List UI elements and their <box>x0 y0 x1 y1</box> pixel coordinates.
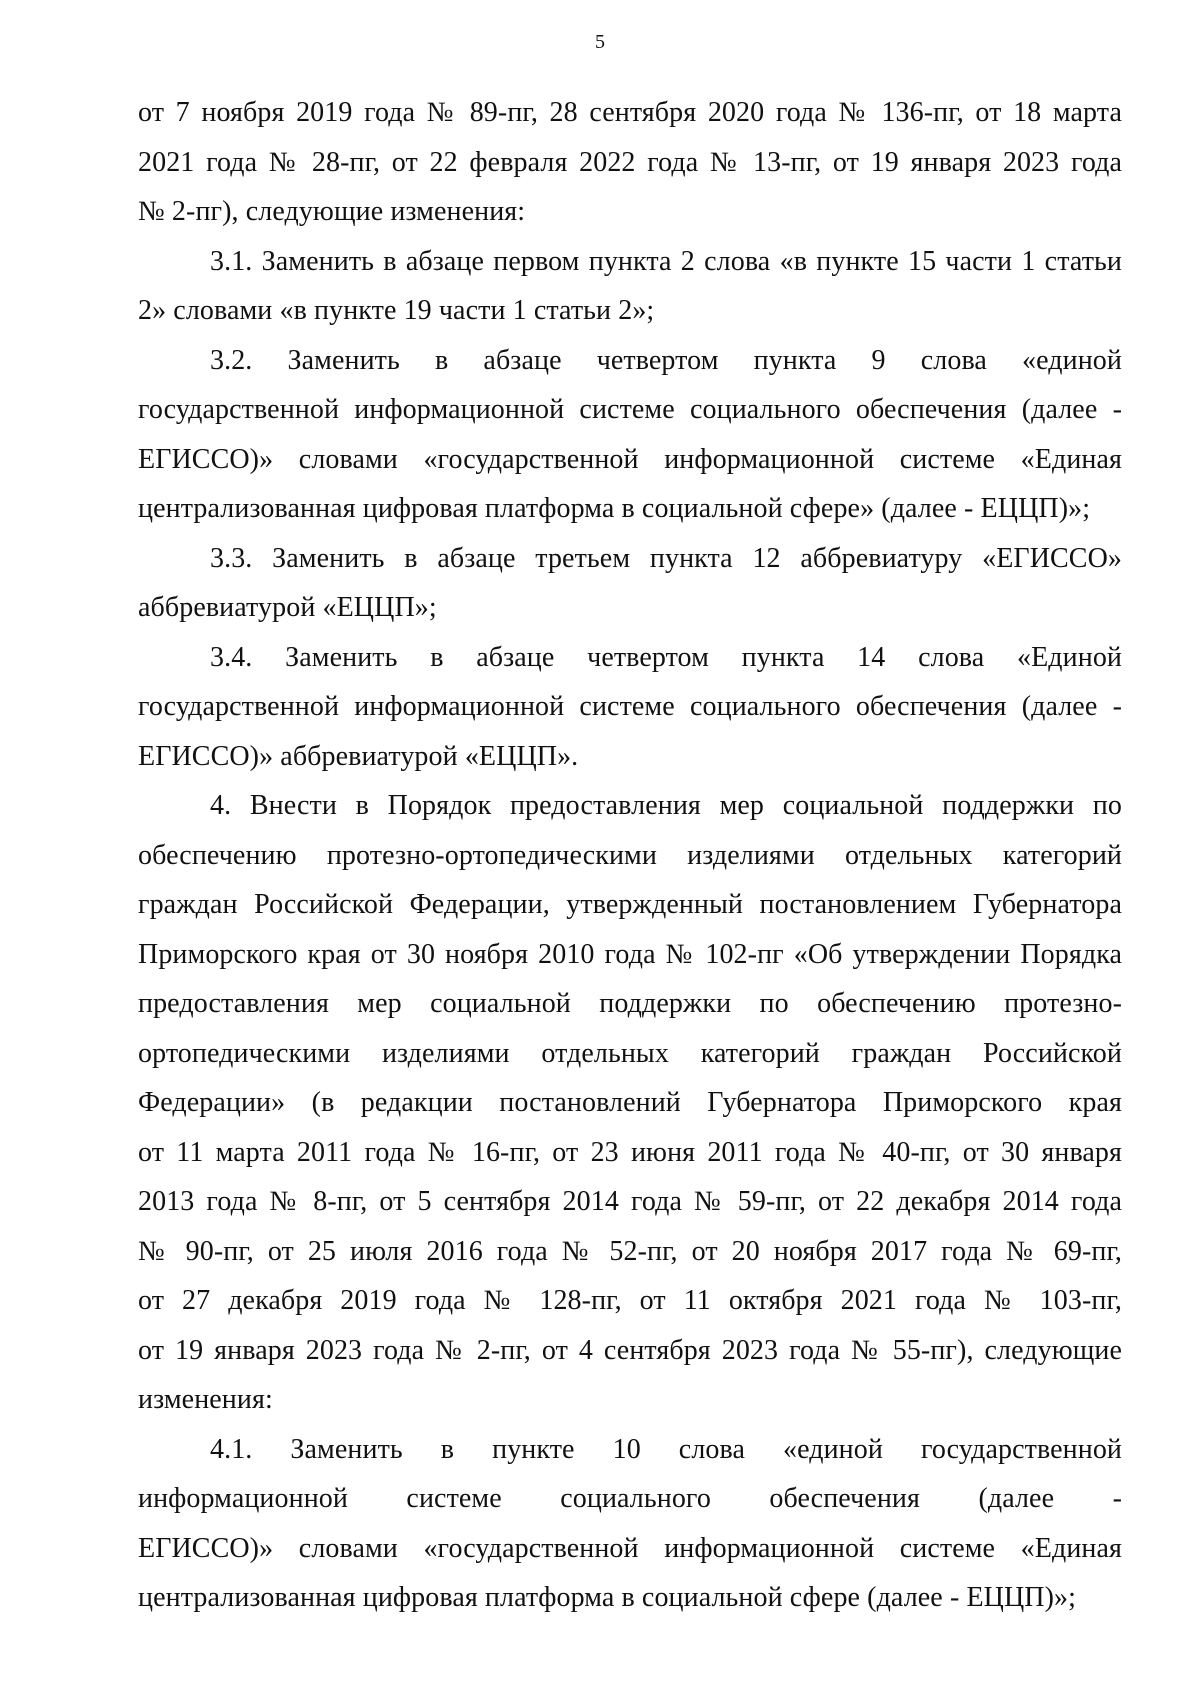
text-line: № 90-пг, от 25 июля 2016 года № 52-пг, от 20 ноября 2017 года № 69-пг, <box>138 1235 1122 1267</box>
paragraph-4 <box>138 781 1122 1425</box>
text-line: от 11 марта 2011 года № 16-пг, от 23 июня 2011 года № 40-пг, от 30 января <box>138 1136 1122 1168</box>
text-line: от 19 января 2023 года № 2-пг, от 4 сентября 2023 года № 55-пг), следующие <box>138 1334 1122 1366</box>
text-line: ЕГИССО)» аббревиатурой «ЕЦЦП». <box>138 740 579 772</box>
text-line: ортопедическими изделиями отдельных категорий граждан Российской <box>138 1037 1122 1069</box>
text-line: предоставления мер социальной поддержки по обеспечению протезно- <box>138 988 1122 1019</box>
text-line: аббревиатурой «ЕЦЦП»; <box>138 592 437 623</box>
text-line: 2» словами «в пункте 19 части 1 статьи 2»; <box>138 295 655 326</box>
paragraph-3-1 <box>138 237 1122 336</box>
paragraph-3-4 <box>138 633 1122 782</box>
text-line: государственной информационной системе социального обеспечения (далее - <box>138 394 1122 425</box>
text-line: 4. Внести в Порядок предоставления мер социальной поддержки по <box>210 790 1122 821</box>
text-line: централизованная цифровая платформа в социальной сфере» (далее - ЕЦЦП)»; <box>138 493 1091 524</box>
text-line: ЕГИССО)» словами «государственной информационной системе «Единая <box>138 443 1122 475</box>
text-line: от 27 декабря 2019 года № 128-пг, от 11 октября 2021 года № 103-пг, <box>138 1285 1122 1316</box>
paragraph-4-1 <box>138 1425 1122 1623</box>
page-number: 5 <box>595 31 605 53</box>
paragraph <box>138 88 1122 237</box>
text-line: Приморского края от 30 ноября 2010 года № 102-пг «Об утверждении Порядка <box>138 938 1122 970</box>
document-body <box>138 88 1122 1623</box>
text-line: Федерации» (в редакции постановлений Губернатора Приморского края <box>138 1087 1122 1118</box>
text-line: 3.1. Заменить в абзаце первом пункта 2 слова «в пункте 15 части 1 статьи <box>210 245 1122 277</box>
paragraph-3-3 <box>138 534 1122 633</box>
text-line: 3.4. Заменить в абзаце четвертом пункта 14 слова «Единой <box>210 641 1122 673</box>
text-line: 3.3. Заменить в абзаце третьем пункта 12 аббревиатуру «ЕГИССО» <box>210 542 1122 574</box>
text-line: информационной системе социального обеспечения (далее - <box>138 1483 1122 1514</box>
text-line: № 2-пг), следующие изменения: <box>138 196 526 227</box>
paragraph-3-2 <box>138 336 1122 534</box>
text-line: ЕГИССО)» словами «государственной информационной системе «Единая <box>138 1532 1122 1564</box>
text-line: 2013 года № 8-пг, от 5 сентября 2014 года № 59-пг, от 22 декабря 2014 года <box>138 1186 1122 1217</box>
text-line: от 7 ноября 2019 года № 89-пг, 28 сентября 2020 года № 136-пг, от 18 марта <box>138 97 1122 128</box>
text-line: государственной информационной системе социального обеспечения (далее - <box>138 691 1122 722</box>
text-line: обеспечению протезно-ортопедическими изделиями отдельных категорий <box>138 839 1122 871</box>
text-line: централизованная цифровая платформа в социальной сфере (далее - ЕЦЦП)»; <box>138 1582 1077 1613</box>
text-line: изменения: <box>138 1384 273 1415</box>
text-line: 2021 года № 28-пг, от 22 февраля 2022 года № 13-пг, от 19 января 2023 года <box>138 146 1122 178</box>
text-line: 3.2. Заменить в абзаце четвертом пункта 9 слова «единой <box>210 344 1122 376</box>
text-line: 4.1. Заменить в пункте 10 слова «единой государственной <box>210 1433 1122 1465</box>
text-line: граждан Российской Федерации, утвержденный постановлением Губернатора <box>138 889 1122 920</box>
